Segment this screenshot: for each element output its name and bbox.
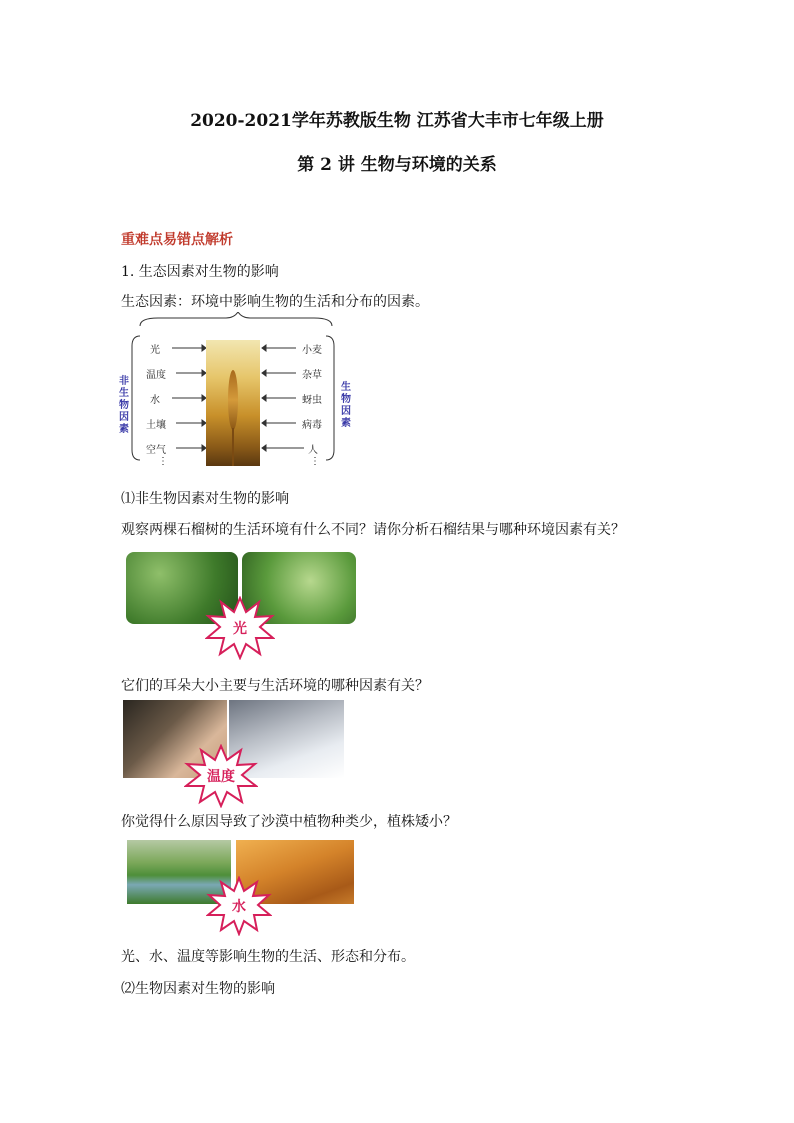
document-title: 2020-2021学年苏教版生物 江苏省大丰市七年级上册 xyxy=(190,111,604,131)
question-fox-ears: 它们的耳朵大小主要与生活环境的哪种因素有关？ xyxy=(121,678,429,694)
abiotic-factor-item: 土壤 xyxy=(146,420,166,431)
biotic-factors-label: 生物因素 xyxy=(341,382,351,429)
item-1-heading: 1. 生态因素对生物的影响 xyxy=(121,264,279,280)
subsection-biotic: ⑵生物因素对生物的影响 xyxy=(121,981,275,997)
subsection-abiotic: ⑴非生物因素对生物的影响 xyxy=(121,491,289,507)
light-factor-label: 光 xyxy=(233,621,247,637)
question-desert-plants: 你觉得什么原因导致了沙漠中植物种类少，植株矮小？ xyxy=(121,814,457,830)
water-factor-burst xyxy=(206,876,272,936)
wheat-image xyxy=(206,340,260,466)
light-factor-burst xyxy=(205,596,275,660)
abiotic-factor-item: 光 xyxy=(150,345,160,356)
ellipsis-right: ⋮ xyxy=(310,456,320,467)
ecological-factors-diagram xyxy=(118,312,358,478)
summary-text: 光、水、温度等影响生物的生活、形态和分布。 xyxy=(121,949,415,965)
definition-text: 生态因素：环境中影响生物的生活和分布的因素。 xyxy=(121,294,429,310)
biotic-factor-item: 蚜虫 xyxy=(302,395,322,406)
lesson-title: 第 2 讲 生物与环境的关系 xyxy=(297,155,497,175)
water-factor-label: 水 xyxy=(232,899,246,915)
wheat-ear-icon xyxy=(228,370,238,430)
abiotic-factor-item: 温度 xyxy=(146,370,166,381)
biotic-factor-item: 人 xyxy=(308,445,318,456)
abiotic-factors-label: 非生物因素 xyxy=(119,376,129,435)
ellipsis-left: ⋮ xyxy=(158,456,168,467)
section-heading: 重难点易错点解析 xyxy=(121,232,233,248)
abiotic-factor-item: 水 xyxy=(150,395,160,406)
abiotic-factor-item: 空气 xyxy=(146,445,166,456)
temperature-factor-label: 温度 xyxy=(207,769,235,785)
temperature-factor-burst xyxy=(184,744,258,808)
biotic-factor-item: 小麦 xyxy=(302,345,322,356)
question-pomegranate: 观察两棵石榴树的生活环境有什么不同？请你分析石榴结果与哪种环境因素有关？ xyxy=(121,522,625,538)
biotic-factor-item: 病毒 xyxy=(302,420,322,431)
biotic-factor-item: 杂草 xyxy=(302,370,322,381)
